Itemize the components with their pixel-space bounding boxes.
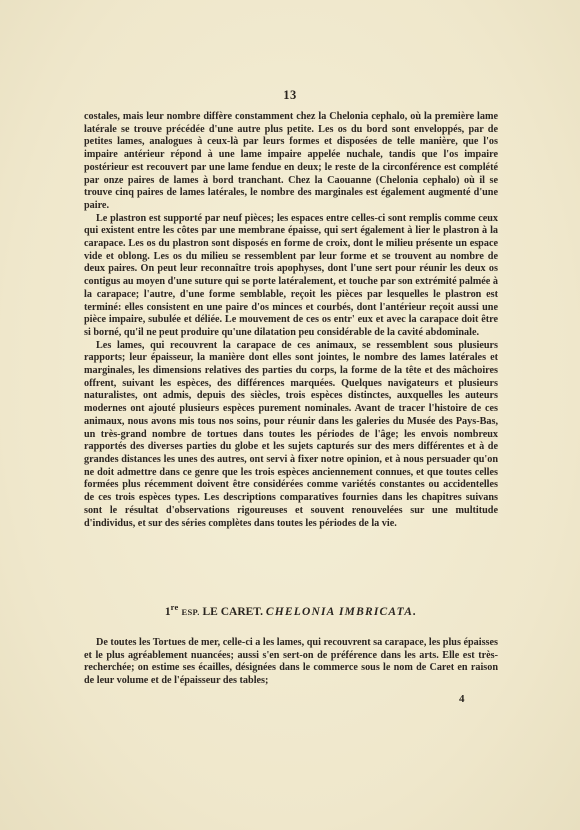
paragraph-carapace-lames: costales, mais leur nombre diffère constamment chez la Chelonia cephalo, où la première lame latérale se trouve précédée d'une autre plus petite. Les os du bord sont enveloppés, par de petites lames, analogues à ceux-là par leurs formes et disposées de telle manière, que l'os impaire antérieur répond à une lame impaire appelée nuchale, tandis que l'os impaire postérieur est recouvert par une lame fendue en deux; le reste de la circonférence est complété par onze paires de lames à bord tranchant. Chez la Caouanne (Chelonia cephalo) où il se trouve cinq paires de lames latérales, le nombre des marginales est également augmenté d'une paire. — [84, 111, 498, 211]
paragraph-plastron: Le plastron est supporté par neuf pièces; les espaces entre celles-ci sont remplis comme ceux qui existent entre les côtes par une membrane épaisse, qui sert également à lier le plastron à la carapace. Les os du plastron sont disposés en forme de croix, dont le milieu présente un espace vide et oblong. Les os du milieu se ressemblent par leur forme et se trouvent au nombre de deux paires. On peut leur reconnaître trois apophyses, dont l'une sert pour réunir les deux os contigus au moyen d'une suture qui se porte latéralement, et touche par son extrémité palmée à la carapace; l'autre, d'une forme semblable, reçoit les pièces par lesquelles le plastron est terminé: elles consistent en une paire d'os minces et courbés, dont l'antérieur reçoit aussi une pièce impaire, subulée et déliée. Le mouvement de ces os entr' eux et avec la carapace doit être si borné, qu'il ne peut produire qu'une dilatation peu considérable de la cavité abdominale. — [84, 212, 498, 338]
paragraph-caret-intro: De toutes les Tortues de mer, celle-ci a les lames, qui recouvrent sa carapace, les plus épaisses et le plus agréablement nuancées; aussi s'en sert-on de préférence dans les arts. Elle est très-recherchée; on estime ses écailles, désignées dans le commerce sous le nom de Caret en raison de leur volume et de l'épaisseur des tables; — [84, 637, 498, 687]
page-number: 13 — [283, 88, 297, 102]
main-text-block — [84, 111, 498, 530]
species-scientific-name: CHELONIA IMBRICATA. — [265, 605, 418, 618]
species-number: 1 — [164, 605, 171, 618]
section-text-block — [84, 637, 498, 688]
species-number-suffix: re — [170, 602, 179, 612]
species-abbrev: ESP. — [181, 606, 200, 617]
species-common-name: LE CARET. — [202, 605, 263, 618]
section-heading — [84, 602, 498, 618]
signature-mark: 4 — [459, 693, 465, 705]
paragraph-lames-species: Les lames, qui recouvrent la carapace de ces animaux, se ressemblent sous plusieurs rapports; leur épaisseur, la manière dont elles sont jointes, le nombre des lames latérales et marginales, les dimensions relatives des parties du corps, la forme de la tête et des mâchoires offrent, suivant les espèces, des différences marquées. Quelques navigateurs et plusieurs naturalistes, ont admis, depuis des siècles, trois espèces distinctes, auxquelles les auteurs modernes ont ajouté plusieurs espèces purement nominales. Avant de tracer l'histoire de ces animaux, nous avons mis tous nos soins, pour réunir dans les galeries du Musée des Pays-Bas, un très-grand nombre de tortues dans toutes les périodes de l'âge; les envois nombreux rapportés des diverses parties du globe et les sujets capturés sur des mers différentes et à de grandes distances les unes des autres, ont servi à fixer notre opinion, et à nous persuader qu'on ne doit admettre dans ce genre que les trois espèces anciennement connues, et que toutes celles formées plus récemment doivent être considérées comme variétés constantes ou accidentelles de ces trois espèces types. Les descriptions comparatives fournies dans les chapitres suivans sont le résultat d'observations rigoureuses et souvent renouvelées sur une multitude d'individus, et sur des séries complètes dans toutes les périodes de la vie. — [84, 339, 498, 529]
